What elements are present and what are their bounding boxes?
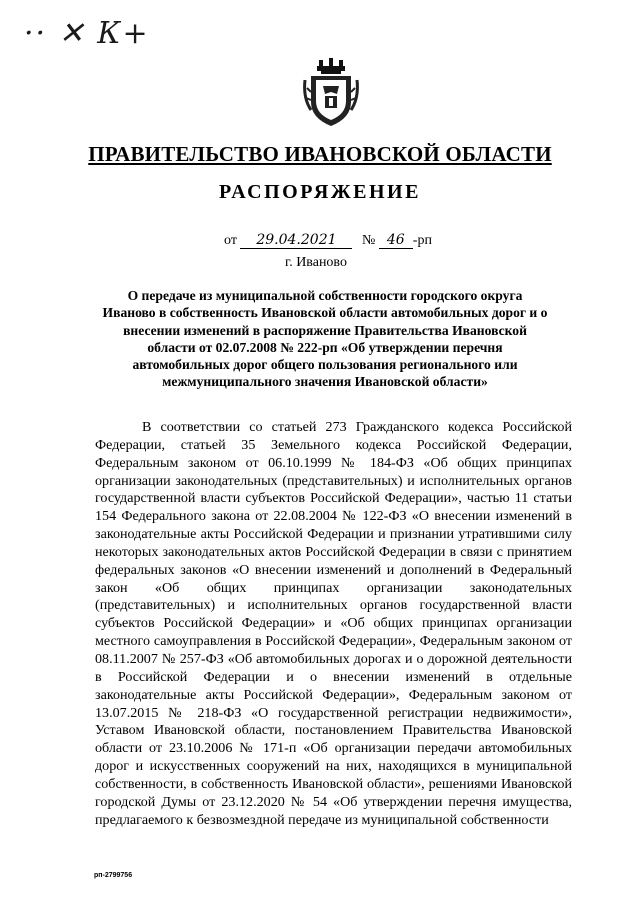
- document-type: РАСПОРЯЖЕНИЕ: [219, 181, 421, 203]
- number-suffix: -рп: [412, 233, 432, 248]
- document-subject: О передаче из муниципальной собственности городского округа Иваново в собственность Ивановской области автомобильных дорог и о внесении изменений в распоряжение Правительства Ивановской области от 02.07.2008 № 222-рп «Об утверждении перечня автомобильных дорог общего пользования регионального или межмуниципального значения Ивановской области»: [102, 288, 548, 390]
- handwritten-mark: ·· ✕ К+: [24, 16, 150, 51]
- coat-of-arms-icon: [303, 58, 359, 128]
- number-sign: №: [361, 233, 376, 248]
- registration-date: 29.04.2021: [240, 233, 352, 249]
- city: г. Иваново: [285, 255, 347, 270]
- body-paragraph: В соответствии со статьей 273 Гражданского кодекса Российской Федерации, статьей 35 Земельного кодекса Российской Федерации, Федеральным законом от 06.10.1999 № 184-ФЗ «Об общих принципах организации законодательных (представительных) и исполнительных органов государственной власти субъектов Российской Федерации», частью 11 статьи 154 Федерального закона от 22.08.2004 № 122-ФЗ «О внесении изменений в законодательные акты Российской Федерации и признании утратившими силу некоторых законодательных актов Российской Федерации в связи с принятием федеральных законов «О внесении изменений и дополнений в Федеральный закон «Об общих принципах организации законодательных (представительных) и исполнительных органов государственной власти субъектов Российской Федерации» и «Об общих принципах организации местного самоуправления в Российской Федерации», Федеральным законом от 08.11.2007 № 257-ФЗ «Об автомобильных дорогах и о дорожной деятельности в Российской Федерации и о внесении изменений в отдельные законодательные акты Российской Федерации», Федеральным законом от 13.07.2015 № 218-ФЗ «О государственной регистрации недвижимости», Уставом Ивановской области, постановлением Правительства Ивановской области от 23.10.2006 № 171-п «Об организации передачи автомобильных дорог и искусственных сооружений на них, находящихся в муниципальной собственности, в собственность Ивановской области», решениями Ивановской городской Думы от 23.12.2020 № 54 «Об утверждении перечня имущества, предлагаемого к безвозмездной передаче из муниципальной собственности: [95, 419, 572, 828]
- footer-code: рп-2799756: [94, 872, 133, 879]
- government-title: ПРАВИТЕЛЬСТВО ИВАНОВСКОЙ ОБЛАСТИ: [88, 142, 552, 166]
- date-prefix: от: [224, 233, 237, 248]
- registration-line: [224, 233, 432, 249]
- registration-number: 46: [379, 233, 413, 249]
